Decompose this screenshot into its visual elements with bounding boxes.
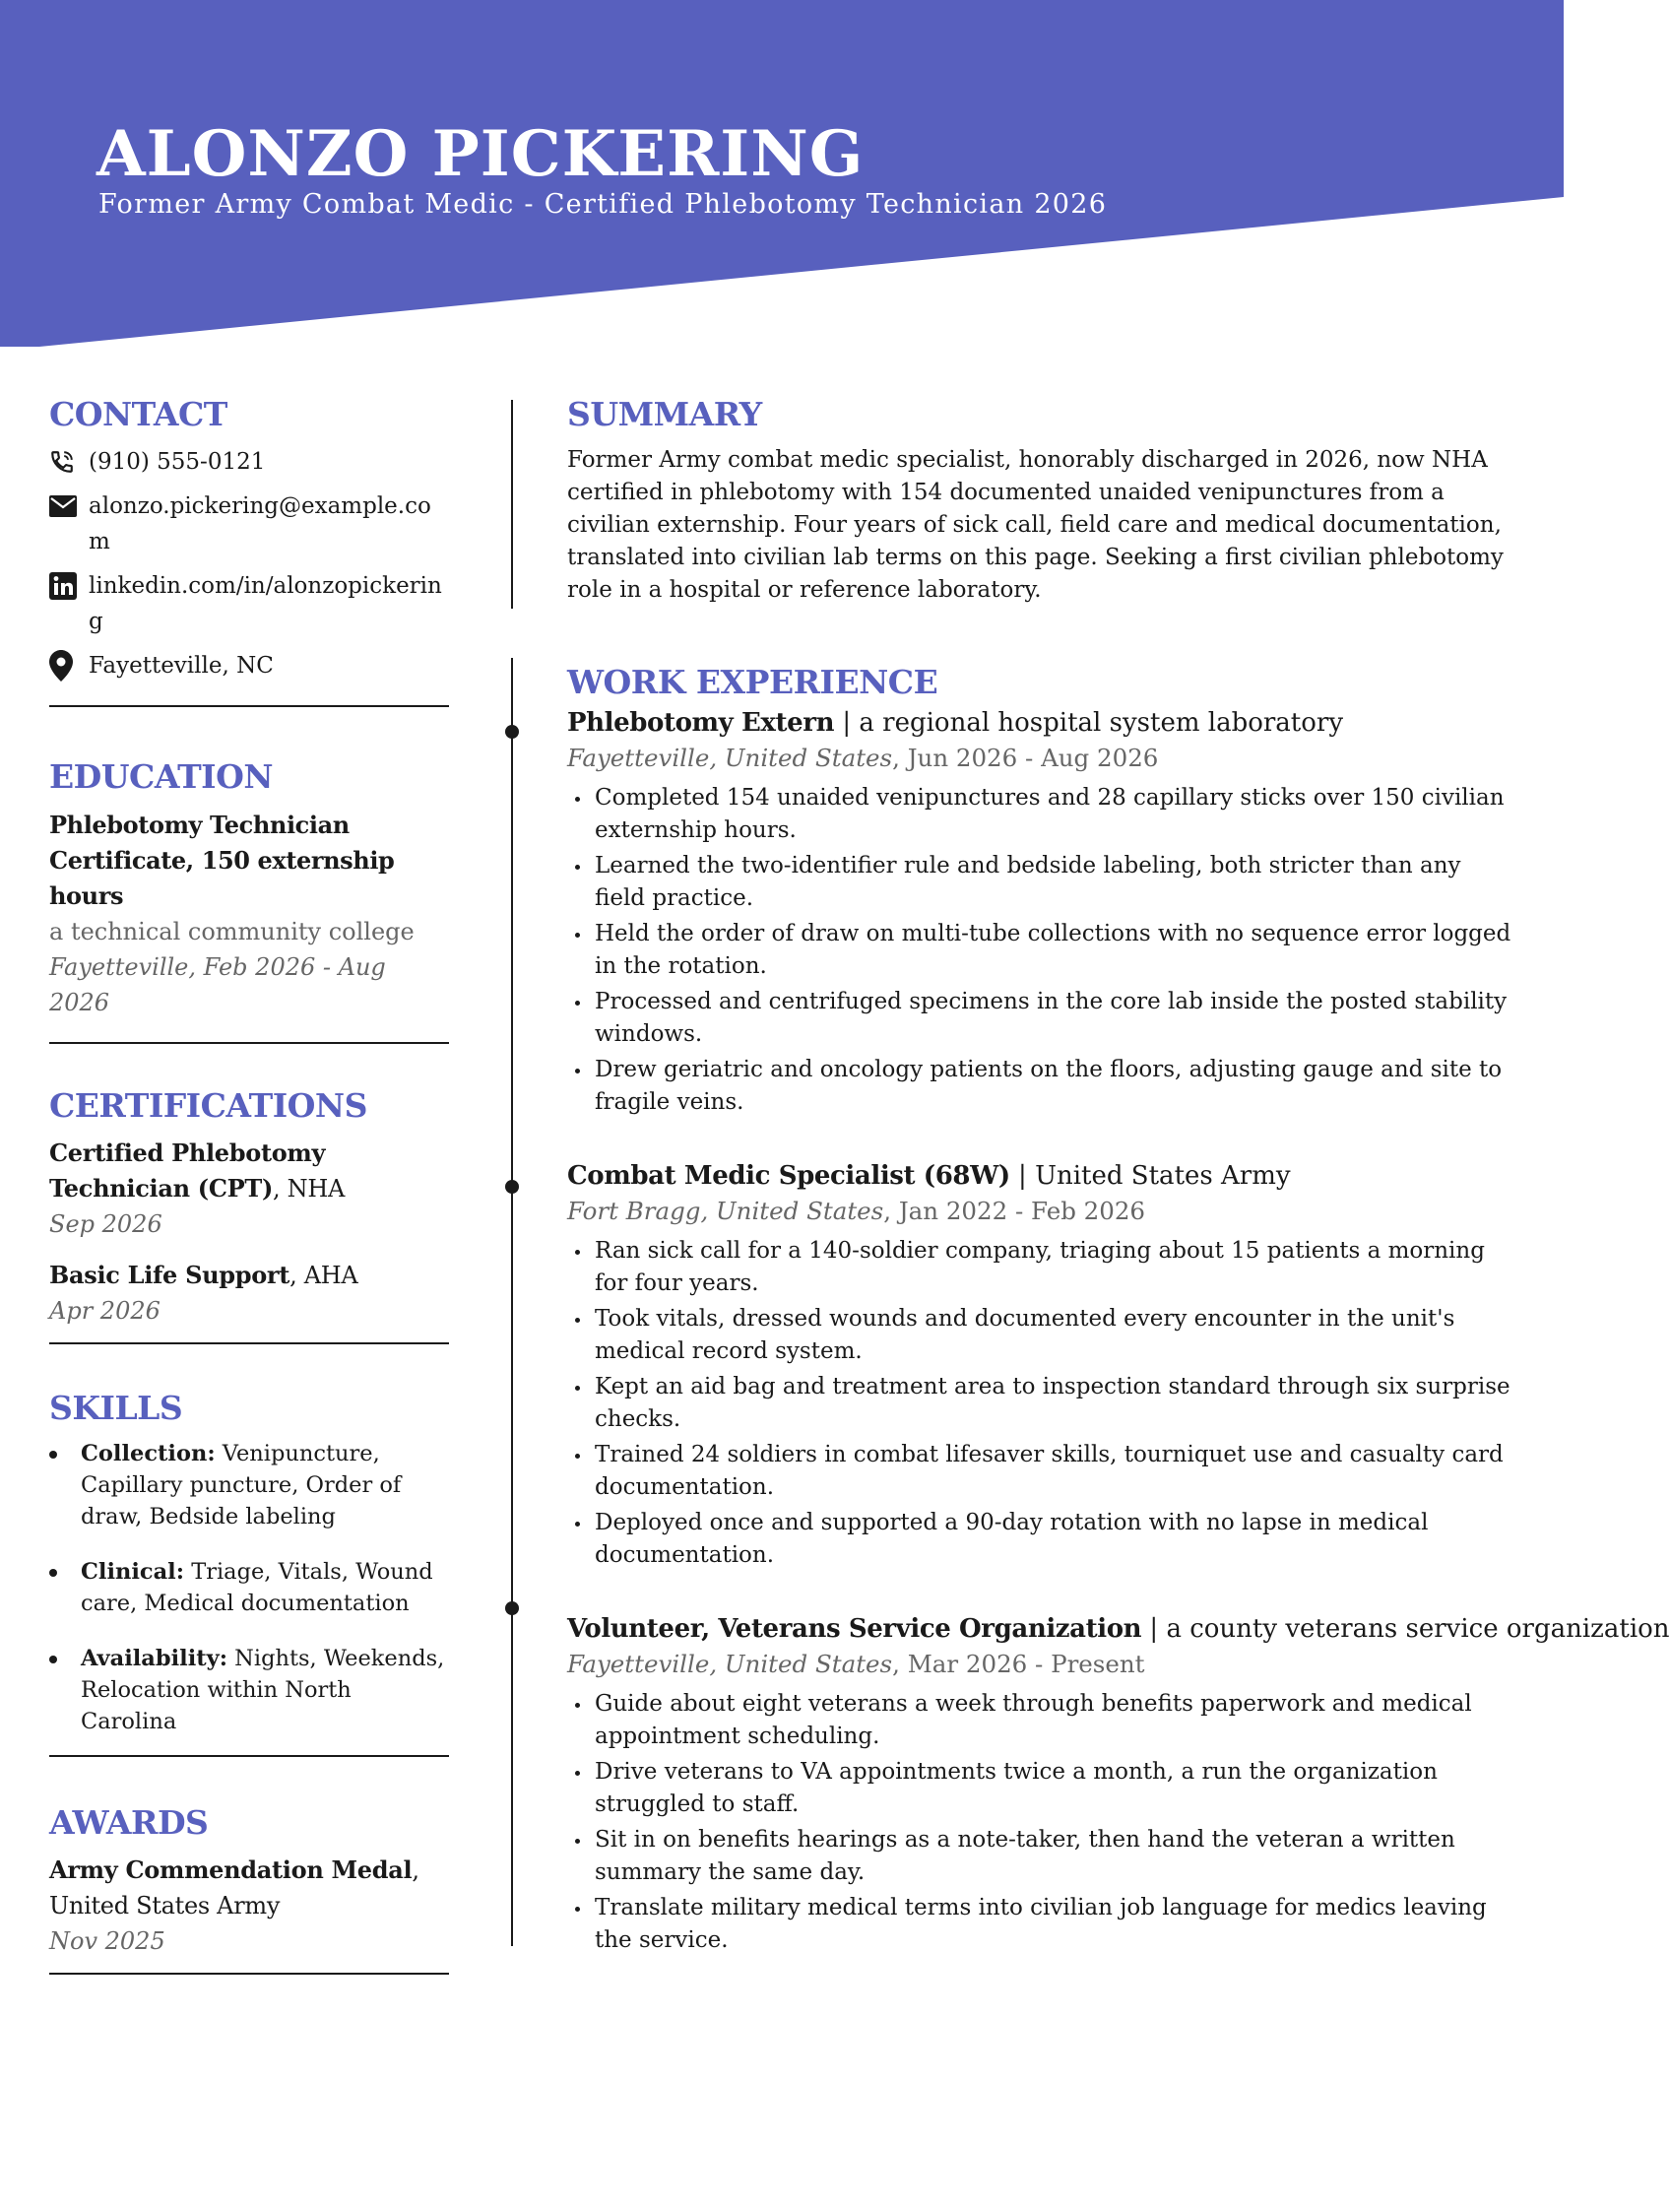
timeline-dot	[505, 1601, 519, 1615]
job-bullet: Translate military medical terms into civilian job language for medics leaving the service.	[567, 1892, 1514, 1957]
contact-section	[49, 394, 449, 683]
job-entry	[567, 1611, 1670, 1957]
contact-location-text: Fayetteville, NC	[89, 653, 274, 680]
job-bullet: Drew geriatric and oncology patients on the floors, adjusting gauge and site to fragile veins.	[567, 1054, 1514, 1119]
job-title: Combat Medic Specialist (68W) | United States Army	[567, 1160, 1291, 1191]
certification-name: Certified Phlebotomy Technician (CPT), NHA	[49, 1138, 346, 1203]
job-bullet: Kept an aid bag and treatment area to inspection standard through six surprise checks.	[567, 1371, 1514, 1436]
candidate-name: ALONZO PICKERING	[96, 117, 865, 191]
award-date: Nov 2025	[49, 1927, 165, 1956]
contact-linkedin[interactable]	[49, 568, 449, 639]
education-degree: Phlebotomy Technician Certificate, 150 externship hours	[49, 810, 395, 910]
section-divider	[49, 705, 449, 707]
job-bullet: Deployed once and supported a 90-day rotation with no lapse in medical documentation.	[567, 1507, 1514, 1572]
job-bullets	[567, 1235, 1514, 1572]
candidate-subtitle: Former Army Combat Medic - Certified Phlebotomy Technician 2026	[98, 189, 1108, 220]
job-meta: Fayetteville, United States, Jun 2026 - Aug 2026	[567, 743, 1159, 772]
skill-item: Collection: Venipuncture, Capillary puncture, Order of draw, Bedside labeling	[49, 1438, 449, 1532]
certification-date: Apr 2026	[49, 1296, 161, 1325]
job-bullets	[567, 1688, 1514, 1957]
contact-linkedin-text[interactable]: linkedin.com/in/alonzopickering	[89, 573, 442, 635]
certifications-section	[49, 1085, 449, 1329]
job-meta: Fayetteville, United States, Mar 2026 - Present	[567, 1649, 1145, 1678]
summary-heading: SUMMARY	[567, 395, 762, 433]
job-bullet: Ran sick call for a 140-soldier company, triaging about 15 patients a morning for four years.	[567, 1235, 1514, 1300]
left-column	[49, 394, 449, 2024]
job-title: Volunteer, Veterans Service Organization | a county veterans service organization	[567, 1613, 1670, 1644]
award-name: Army Commendation Medal, United States Army	[49, 1855, 419, 1920]
contact-email-text[interactable]: alonzo.pickering@example.com	[89, 493, 431, 555]
section-divider	[49, 1973, 449, 1975]
section-divider	[49, 1042, 449, 1044]
job-bullet: Held the order of draw on multi-tube collections with no sequence error logged in the rotation.	[567, 918, 1514, 983]
summary-divider-line	[511, 400, 513, 609]
job-bullet: Took vitals, dressed wounds and documented every encounter in the unit's medical record system.	[567, 1303, 1514, 1368]
certification-item	[49, 1258, 449, 1329]
education-school: a technical community college	[49, 917, 415, 945]
certifications-heading: CERTIFICATIONS	[49, 1085, 367, 1125]
skill-item: Availability: Nights, Weekends, Relocation within North Carolina	[49, 1643, 449, 1737]
linkedin-icon	[49, 568, 79, 604]
section-divider	[49, 1342, 449, 1344]
certification-date: Sep 2026	[49, 1209, 162, 1238]
contact-phone	[49, 444, 449, 480]
education-meta: Fayetteville, Feb 2026 - Aug 2026	[49, 952, 386, 1016]
education-section	[49, 756, 449, 1019]
job-bullet: Trained 24 soldiers in combat lifesaver skills, tourniquet use and casualty card documentation.	[567, 1439, 1514, 1504]
right-column	[567, 394, 1670, 1996]
skill-item: Clinical: Triage, Vitals, Wound care, Medical documentation	[49, 1556, 449, 1619]
location-pin-icon	[49, 648, 79, 683]
experience-heading: WORK EXPERIENCE	[567, 663, 938, 702]
job-bullet: Completed 154 unaided venipunctures and 28 capillary sticks over 150 civilian externship hours.	[567, 782, 1514, 847]
section-divider	[49, 1755, 449, 1757]
experience-timeline-line	[511, 658, 513, 1946]
contact-heading: CONTACT	[49, 395, 227, 433]
email-icon	[49, 488, 79, 524]
contact-location	[49, 648, 449, 683]
timeline-dot	[505, 1180, 519, 1194]
job-bullet: Learned the two-identifier rule and bedside labeling, both stricter than any field practice.	[567, 850, 1514, 915]
awards-section	[49, 1802, 449, 1959]
contact-phone-text: (910) 555-0121	[89, 449, 266, 476]
job-bullet: Processed and centrifuged specimens in the core lab inside the posted stability windows.	[567, 986, 1514, 1051]
job-bullet: Sit in on benefits hearings as a note-taker, then hand the veteran a written summary the same day.	[567, 1824, 1514, 1889]
certification-item	[49, 1136, 449, 1242]
job-title: Phlebotomy Extern | a regional hospital system laboratory	[567, 707, 1344, 738]
skills-heading: SKILLS	[49, 1388, 183, 1427]
job-bullet: Drive veterans to VA appointments twice a month, a run the organization struggled to staff.	[567, 1756, 1514, 1821]
timeline-dot	[505, 725, 519, 739]
job-bullets	[567, 782, 1514, 1119]
job-bullet: Guide about eight veterans a week through benefits paperwork and medical appointment scheduling.	[567, 1688, 1514, 1753]
summary-text: Former Army combat medic specialist, honorably discharged in 2026, now NHA certified in phlebotomy with 154 documented unaided venipunctures from a civilian externship. Four years of sick call, field care and medical documentation, translated into civilian lab terms on this page. Seeking a first civilian phlebotomy role in a hospital or reference laboratory.	[567, 447, 1504, 604]
skills-section	[49, 1388, 449, 1737]
skills-list	[49, 1438, 449, 1737]
awards-heading: AWARDS	[49, 1803, 209, 1842]
education-heading: EDUCATION	[49, 757, 274, 797]
certification-name: Basic Life Support, AHA	[49, 1260, 358, 1289]
summary-section	[567, 394, 1514, 607]
job-entry	[567, 1158, 1514, 1572]
job-meta: Fort Bragg, United States, Jan 2022 - Feb 2026	[567, 1196, 1146, 1225]
job-entry	[567, 705, 1514, 1119]
experience-section	[567, 662, 1670, 1956]
contact-email[interactable]	[49, 488, 449, 559]
phone-icon	[49, 444, 79, 480]
